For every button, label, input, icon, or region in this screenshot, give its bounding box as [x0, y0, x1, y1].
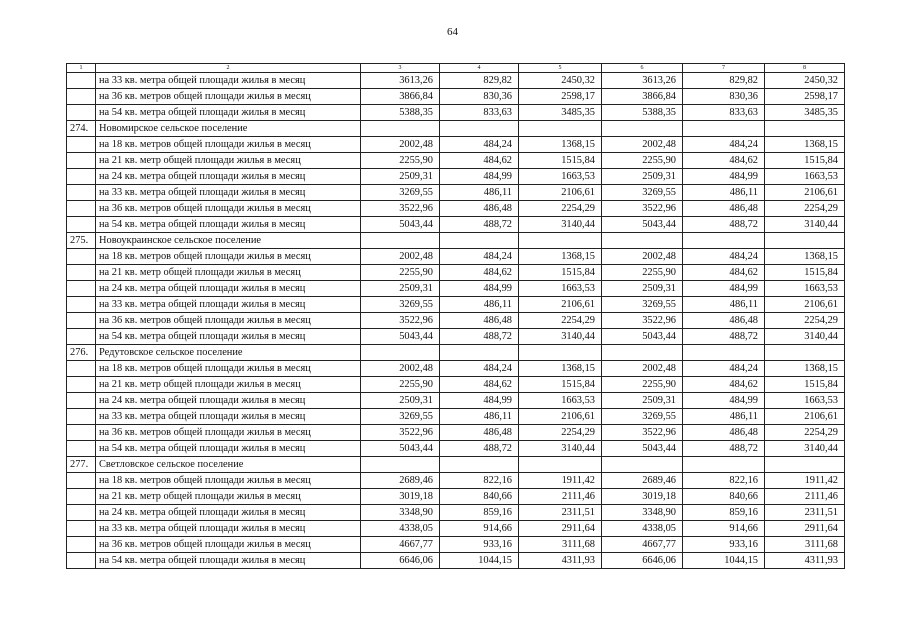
- area-label: на 33 кв. метра общей площади жилья в месяц: [96, 185, 361, 201]
- value-cell: 859,16: [440, 505, 519, 521]
- value-cell: [765, 345, 845, 361]
- value-cell: 486,11: [440, 409, 519, 425]
- value-cell: 840,66: [683, 489, 765, 505]
- row-number: [67, 201, 96, 217]
- value-cell: 3522,96: [602, 425, 683, 441]
- value-cell: 2106,61: [519, 297, 602, 313]
- area-label: на 33 кв. метра общей площади жилья в месяц: [96, 521, 361, 537]
- value-cell: 3269,55: [602, 409, 683, 425]
- value-cell: 2254,29: [519, 425, 602, 441]
- value-cell: 3140,44: [765, 329, 845, 345]
- value-cell: 486,11: [440, 185, 519, 201]
- settlement-row: [67, 233, 845, 249]
- table-row: [67, 281, 845, 297]
- value-cell: 486,48: [440, 425, 519, 441]
- table-row: [67, 185, 845, 201]
- value-cell: 5043,44: [602, 217, 683, 233]
- area-label: на 54 кв. метра общей площади жилья в месяц: [96, 105, 361, 121]
- area-label: на 21 кв. метр общей площади жилья в месяц: [96, 377, 361, 393]
- table-row: [67, 409, 845, 425]
- value-cell: 1515,84: [765, 377, 845, 393]
- area-label: на 54 кв. метра общей площади жилья в месяц: [96, 329, 361, 345]
- value-cell: 2509,31: [361, 169, 440, 185]
- value-cell: 484,62: [440, 377, 519, 393]
- value-cell: 2255,90: [361, 377, 440, 393]
- value-cell: 2311,51: [519, 505, 602, 521]
- value-cell: 3269,55: [602, 185, 683, 201]
- value-cell: [440, 233, 519, 249]
- area-label: на 24 кв. метра общей площади жилья в месяц: [96, 169, 361, 185]
- value-cell: 3019,18: [361, 489, 440, 505]
- value-cell: [361, 233, 440, 249]
- value-cell: 5043,44: [361, 217, 440, 233]
- area-label: на 54 кв. метра общей площади жилья в месяц: [96, 441, 361, 457]
- value-cell: 2002,48: [361, 361, 440, 377]
- value-cell: 484,24: [683, 249, 765, 265]
- value-cell: [440, 121, 519, 137]
- value-cell: 2002,48: [361, 137, 440, 153]
- value-cell: 3140,44: [519, 217, 602, 233]
- value-cell: 3111,68: [519, 537, 602, 553]
- tariff-table: [66, 63, 845, 569]
- table-row: [67, 73, 845, 89]
- column-number: 4: [440, 64, 519, 73]
- table-row: [67, 361, 845, 377]
- row-number: [67, 217, 96, 233]
- row-number: [67, 297, 96, 313]
- value-cell: 3019,18: [602, 489, 683, 505]
- value-cell: 484,99: [683, 281, 765, 297]
- value-cell: 1515,84: [519, 265, 602, 281]
- value-cell: 3866,84: [361, 89, 440, 105]
- value-cell: 859,16: [683, 505, 765, 521]
- value-cell: 1663,53: [519, 169, 602, 185]
- value-cell: 484,99: [440, 393, 519, 409]
- value-cell: [765, 121, 845, 137]
- row-number: [67, 169, 96, 185]
- value-cell: 4311,93: [765, 553, 845, 569]
- table-row: [67, 553, 845, 569]
- value-cell: 3485,35: [519, 105, 602, 121]
- value-cell: [440, 457, 519, 473]
- area-label: на 36 кв. метров общей площади жилья в месяц: [96, 201, 361, 217]
- value-cell: 829,82: [440, 73, 519, 89]
- value-cell: 822,16: [683, 473, 765, 489]
- area-label: на 33 кв. метра общей площади жилья в месяц: [96, 297, 361, 313]
- value-cell: 914,66: [683, 521, 765, 537]
- table-row: [67, 265, 845, 281]
- table-row: [67, 521, 845, 537]
- column-number: 2: [96, 64, 361, 73]
- value-cell: 484,99: [683, 169, 765, 185]
- table-row: [67, 441, 845, 457]
- value-cell: 3348,90: [361, 505, 440, 521]
- value-cell: [765, 233, 845, 249]
- value-cell: [361, 121, 440, 137]
- value-cell: 4667,77: [602, 537, 683, 553]
- value-cell: [683, 457, 765, 473]
- value-cell: 829,82: [683, 73, 765, 89]
- area-label: на 18 кв. метров общей площади жилья в месяц: [96, 361, 361, 377]
- value-cell: 2509,31: [361, 281, 440, 297]
- value-cell: [602, 457, 683, 473]
- value-cell: 484,24: [683, 137, 765, 153]
- value-cell: 2450,32: [765, 73, 845, 89]
- area-label: на 18 кв. метров общей площади жилья в месяц: [96, 249, 361, 265]
- value-cell: 2509,31: [602, 393, 683, 409]
- value-cell: 2911,64: [765, 521, 845, 537]
- row-number: [67, 521, 96, 537]
- value-cell: 2254,29: [765, 425, 845, 441]
- value-cell: 3111,68: [765, 537, 845, 553]
- area-label: на 54 кв. метра общей площади жилья в месяц: [96, 217, 361, 233]
- value-cell: [519, 121, 602, 137]
- value-cell: 822,16: [440, 473, 519, 489]
- table-row: [67, 153, 845, 169]
- value-cell: 3485,35: [765, 105, 845, 121]
- value-cell: 486,48: [440, 313, 519, 329]
- value-cell: 3522,96: [361, 425, 440, 441]
- value-cell: 484,62: [683, 265, 765, 281]
- column-number: 7: [683, 64, 765, 73]
- value-cell: 3140,44: [765, 217, 845, 233]
- value-cell: 484,99: [440, 169, 519, 185]
- value-cell: 2911,64: [519, 521, 602, 537]
- value-cell: 3140,44: [519, 329, 602, 345]
- table-row: [67, 201, 845, 217]
- value-cell: [683, 345, 765, 361]
- value-cell: 486,48: [683, 201, 765, 217]
- value-cell: [602, 121, 683, 137]
- value-cell: 2689,46: [602, 473, 683, 489]
- value-cell: 484,62: [440, 153, 519, 169]
- area-label: на 33 кв. метра общей площади жилья в месяц: [96, 73, 361, 89]
- column-number: 3: [361, 64, 440, 73]
- value-cell: 3866,84: [602, 89, 683, 105]
- table-row: [67, 105, 845, 121]
- row-number: [67, 505, 96, 521]
- value-cell: 486,48: [683, 313, 765, 329]
- value-cell: 488,72: [683, 217, 765, 233]
- value-cell: [519, 233, 602, 249]
- row-number: [67, 313, 96, 329]
- value-cell: 4338,05: [602, 521, 683, 537]
- row-number: [67, 393, 96, 409]
- value-cell: 2598,17: [765, 89, 845, 105]
- value-cell: 3522,96: [361, 201, 440, 217]
- value-cell: 2254,29: [519, 313, 602, 329]
- value-cell: 484,99: [683, 393, 765, 409]
- value-cell: 2254,29: [519, 201, 602, 217]
- row-number: 276.: [67, 345, 96, 361]
- table-row: [67, 393, 845, 409]
- row-number: [67, 265, 96, 281]
- value-cell: 1515,84: [765, 265, 845, 281]
- value-cell: 3522,96: [602, 313, 683, 329]
- row-number: [67, 329, 96, 345]
- value-cell: 2002,48: [602, 249, 683, 265]
- value-cell: 3348,90: [602, 505, 683, 521]
- row-number: [67, 489, 96, 505]
- row-number: [67, 281, 96, 297]
- value-cell: 1515,84: [765, 153, 845, 169]
- row-number: [67, 153, 96, 169]
- value-cell: 1368,15: [765, 137, 845, 153]
- value-cell: 2255,90: [602, 265, 683, 281]
- value-cell: 1663,53: [519, 281, 602, 297]
- value-cell: 833,63: [440, 105, 519, 121]
- table-row: [67, 313, 845, 329]
- value-cell: [765, 457, 845, 473]
- settlement-name: Новомирское сельское поселение: [96, 121, 361, 137]
- value-cell: 484,99: [440, 281, 519, 297]
- value-cell: [440, 345, 519, 361]
- value-cell: 3269,55: [361, 297, 440, 313]
- table-row: [67, 537, 845, 553]
- value-cell: 5043,44: [602, 441, 683, 457]
- value-cell: 1663,53: [765, 169, 845, 185]
- area-label: на 36 кв. метров общей площади жилья в месяц: [96, 537, 361, 553]
- value-cell: 3140,44: [765, 441, 845, 457]
- value-cell: 488,72: [683, 441, 765, 457]
- value-cell: 2002,48: [602, 137, 683, 153]
- table-row: [67, 217, 845, 233]
- area-label: на 54 кв. метра общей площади жилья в месяц: [96, 553, 361, 569]
- value-cell: 486,11: [683, 185, 765, 201]
- value-cell: 1515,84: [519, 153, 602, 169]
- column-number: 6: [602, 64, 683, 73]
- value-cell: 1663,53: [519, 393, 602, 409]
- value-cell: [361, 345, 440, 361]
- value-cell: 486,11: [440, 297, 519, 313]
- value-cell: 3140,44: [519, 441, 602, 457]
- value-cell: 6646,06: [361, 553, 440, 569]
- value-cell: 488,72: [440, 217, 519, 233]
- value-cell: 3613,26: [361, 73, 440, 89]
- value-cell: 5043,44: [361, 329, 440, 345]
- row-number: [67, 553, 96, 569]
- value-cell: 2598,17: [519, 89, 602, 105]
- value-cell: 2106,61: [519, 409, 602, 425]
- column-number: 1: [67, 64, 96, 73]
- table-row: [67, 377, 845, 393]
- value-cell: [683, 233, 765, 249]
- value-cell: 484,62: [683, 153, 765, 169]
- value-cell: 3522,96: [602, 201, 683, 217]
- area-label: на 24 кв. метра общей площади жилья в месяц: [96, 393, 361, 409]
- value-cell: 2106,61: [519, 185, 602, 201]
- value-cell: 484,24: [440, 137, 519, 153]
- value-cell: 486,11: [683, 409, 765, 425]
- value-cell: 2111,46: [765, 489, 845, 505]
- value-cell: 1368,15: [765, 361, 845, 377]
- settlement-row: [67, 345, 845, 361]
- value-cell: 484,62: [440, 265, 519, 281]
- value-cell: 830,36: [683, 89, 765, 105]
- value-cell: 933,16: [683, 537, 765, 553]
- area-label: на 18 кв. метров общей площади жилья в месяц: [96, 137, 361, 153]
- value-cell: 488,72: [440, 329, 519, 345]
- value-cell: 2311,51: [765, 505, 845, 521]
- row-number: [67, 89, 96, 105]
- value-cell: 1515,84: [519, 377, 602, 393]
- value-cell: 2255,90: [602, 377, 683, 393]
- row-number: [67, 185, 96, 201]
- value-cell: 5388,35: [602, 105, 683, 121]
- column-number: 8: [765, 64, 845, 73]
- value-cell: 4311,93: [519, 553, 602, 569]
- area-label: на 36 кв. метров общей площади жилья в месяц: [96, 425, 361, 441]
- table-row: [67, 505, 845, 521]
- value-cell: 486,48: [683, 425, 765, 441]
- value-cell: 3613,26: [602, 73, 683, 89]
- value-cell: 1044,15: [683, 553, 765, 569]
- value-cell: 2002,48: [361, 249, 440, 265]
- value-cell: 2106,61: [765, 297, 845, 313]
- table-row: [67, 473, 845, 489]
- value-cell: [602, 233, 683, 249]
- area-label: на 36 кв. метров общей площади жилья в месяц: [96, 89, 361, 105]
- value-cell: 2106,61: [765, 185, 845, 201]
- value-cell: 488,72: [440, 441, 519, 457]
- value-cell: 486,48: [440, 201, 519, 217]
- value-cell: 488,72: [683, 329, 765, 345]
- row-number: [67, 73, 96, 89]
- page-number: 64: [447, 26, 458, 38]
- value-cell: 1368,15: [519, 137, 602, 153]
- value-cell: 2689,46: [361, 473, 440, 489]
- row-number: [67, 537, 96, 553]
- value-cell: 840,66: [440, 489, 519, 505]
- value-cell: 1044,15: [440, 553, 519, 569]
- value-cell: 2254,29: [765, 313, 845, 329]
- value-cell: 2002,48: [602, 361, 683, 377]
- column-number: 5: [519, 64, 602, 73]
- value-cell: 2255,90: [602, 153, 683, 169]
- row-number: 274.: [67, 121, 96, 137]
- table-row: [67, 489, 845, 505]
- value-cell: 1368,15: [519, 249, 602, 265]
- value-cell: 2254,29: [765, 201, 845, 217]
- row-number: [67, 441, 96, 457]
- table-row: [67, 249, 845, 265]
- value-cell: 833,63: [683, 105, 765, 121]
- row-number: [67, 137, 96, 153]
- row-number: [67, 377, 96, 393]
- row-number: [67, 409, 96, 425]
- value-cell: 3522,96: [361, 313, 440, 329]
- area-label: на 21 кв. метр общей площади жилья в месяц: [96, 489, 361, 505]
- value-cell: 484,24: [683, 361, 765, 377]
- value-cell: 1911,42: [765, 473, 845, 489]
- value-cell: 3269,55: [361, 409, 440, 425]
- settlement-name: Новоукраинское сельское поселение: [96, 233, 361, 249]
- value-cell: 1663,53: [765, 393, 845, 409]
- value-cell: 1368,15: [765, 249, 845, 265]
- value-cell: 1911,42: [519, 473, 602, 489]
- value-cell: 914,66: [440, 521, 519, 537]
- value-cell: 486,11: [683, 297, 765, 313]
- value-cell: [683, 121, 765, 137]
- row-number: [67, 249, 96, 265]
- value-cell: 2509,31: [602, 169, 683, 185]
- value-cell: 5043,44: [602, 329, 683, 345]
- value-cell: 484,24: [440, 249, 519, 265]
- value-cell: 2106,61: [765, 409, 845, 425]
- area-label: на 33 кв. метра общей площади жилья в месяц: [96, 409, 361, 425]
- area-label: на 24 кв. метра общей площади жилья в месяц: [96, 505, 361, 521]
- area-label: на 24 кв. метра общей площади жилья в месяц: [96, 281, 361, 297]
- value-cell: 2450,32: [519, 73, 602, 89]
- table-row: [67, 329, 845, 345]
- row-number: [67, 473, 96, 489]
- row-number: [67, 361, 96, 377]
- value-cell: 2111,46: [519, 489, 602, 505]
- row-number: [67, 105, 96, 121]
- value-cell: [361, 457, 440, 473]
- settlement-row: [67, 121, 845, 137]
- settlement-name: Светловское сельское поселение: [96, 457, 361, 473]
- value-cell: 484,62: [683, 377, 765, 393]
- value-cell: 830,36: [440, 89, 519, 105]
- value-cell: [602, 345, 683, 361]
- value-cell: 6646,06: [602, 553, 683, 569]
- settlement-row: [67, 457, 845, 473]
- table-row: [67, 425, 845, 441]
- value-cell: 1368,15: [519, 361, 602, 377]
- value-cell: 1663,53: [765, 281, 845, 297]
- row-number: [67, 425, 96, 441]
- area-label: на 36 кв. метров общей площади жилья в месяц: [96, 313, 361, 329]
- value-cell: 3269,55: [602, 297, 683, 313]
- value-cell: 2509,31: [361, 393, 440, 409]
- value-cell: [519, 345, 602, 361]
- value-cell: 3269,55: [361, 185, 440, 201]
- value-cell: [519, 457, 602, 473]
- value-cell: 4338,05: [361, 521, 440, 537]
- row-number: 277.: [67, 457, 96, 473]
- area-label: на 21 кв. метр общей площади жилья в месяц: [96, 153, 361, 169]
- table-row: [67, 89, 845, 105]
- column-number-row: [67, 64, 845, 73]
- value-cell: 4667,77: [361, 537, 440, 553]
- value-cell: 2509,31: [602, 281, 683, 297]
- settlement-name: Редутовское сельское поселение: [96, 345, 361, 361]
- value-cell: 2255,90: [361, 265, 440, 281]
- table-row: [67, 137, 845, 153]
- table-row: [67, 297, 845, 313]
- table-row: [67, 169, 845, 185]
- value-cell: 2255,90: [361, 153, 440, 169]
- area-label: на 21 кв. метр общей площади жилья в месяц: [96, 265, 361, 281]
- area-label: на 18 кв. метров общей площади жилья в месяц: [96, 473, 361, 489]
- value-cell: 5043,44: [361, 441, 440, 457]
- value-cell: 5388,35: [361, 105, 440, 121]
- row-number: 275.: [67, 233, 96, 249]
- value-cell: 933,16: [440, 537, 519, 553]
- value-cell: 484,24: [440, 361, 519, 377]
